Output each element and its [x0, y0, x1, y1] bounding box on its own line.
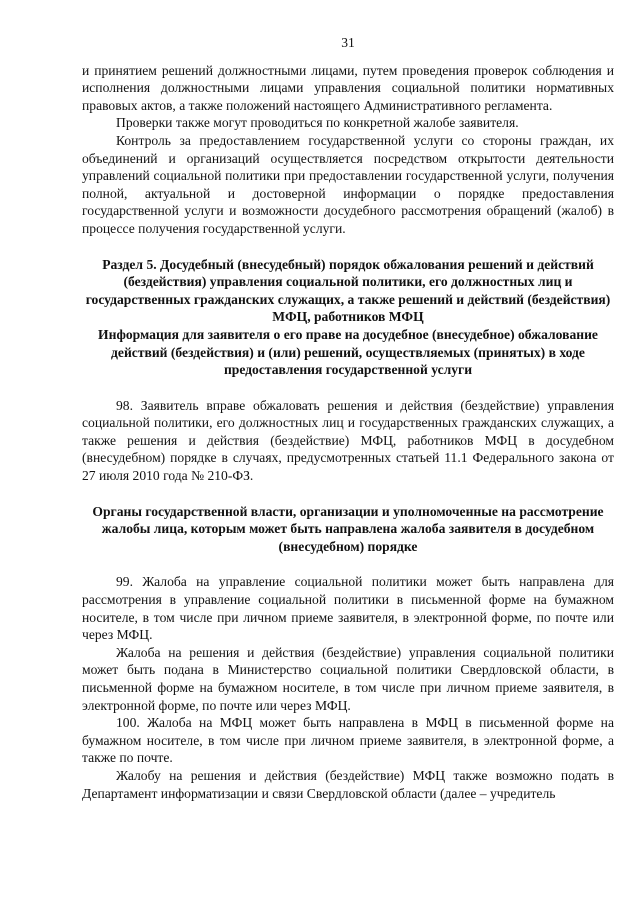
spacer — [82, 555, 614, 573]
document-page — [82, 34, 614, 802]
paragraph: 99. Жалоба на управление социальной политики может быть направлена для рассмотрения в управление социальной политики в письменной форме на бумажном носителе, в том числе при личном приеме заявителя, в электронной форме, по почте или через МФЦ. — [82, 574, 614, 643]
paragraph: 100. Жалоба на МФЦ может быть направлена в МФЦ в письменной форме на бумажном носителе, в том числе при личном приеме заявителя, в электронной форме, а также по почте. — [82, 715, 614, 766]
paragraph: Жалобу на решения и действия (бездействие) МФЦ также возможно подать в Департамент информатизации и связи Свердловской области (далее – учредитель — [82, 767, 614, 801]
section-heading: Информация для заявителя о его праве на досудебное (внесудебное) обжалование действий (бездействия) и (или) решений, осуществляемых (принятых) в ходе предоставления государственной услуги — [98, 326, 598, 378]
spacer — [82, 238, 614, 256]
spacer — [82, 379, 614, 397]
section-heading: Органы государственной власти, организации и уполномоченные на рассмотрение жалобы лица, которым может быть направлена жалоба заявителя в досудебном (внесудебном) порядке — [92, 503, 604, 554]
page-content — [82, 62, 614, 803]
section-heading: Раздел 5. Досудебный (внесудебный) порядок обжалования решений и действий (бездействия) управления социальной политики, его должностных лиц и государственных гражданских служащих, а также решений и действий (бездействия) МФЦ, работников МФЦ — [85, 256, 611, 325]
paragraph: Жалоба на решения и действия (бездействие) управления социальной политики может быть подана в Министерство социальной политики Свердловской области, в письменной форме на бумажном носителе, в том числе при личном приеме заявителя, в электронной форме, по почте или через МФЦ. — [82, 644, 614, 713]
paragraph: 98. Заявитель вправе обжаловать решения и действия (бездействие) управления социальной политики, его должностных лиц и государственных гражданских служащих, а также решения и действия (бездействие) МФЦ, работников МФЦ в досудебном (внесудебном) порядке в случаях, предусмотренных статьей 11.1 Федерального закона от 27 июля 2010 года № 210-ФЗ. — [82, 397, 614, 484]
spacer — [82, 485, 614, 503]
page-number: 31 — [341, 35, 355, 50]
paragraph: и принятием решений должностными лицами, путем проведения проверок соблюдения и исполнения должностными лицами управления социальной политики нормативных правовых актов, а также положений настоящего Административного регламента. — [82, 62, 614, 113]
paragraph: Контроль за предоставлением государственной услуги со стороны граждан, их объединений и организаций осуществляется посредством открытости деятельности управлений социальной политики при предоставлении государственной услуги, получения полной, актуальной и достоверной информации о порядке предоставления государственной услуги и возможности досудебного рассмотрения обращений (жалоб) в процессе получения государственной услуги. — [82, 132, 614, 236]
paragraph: Проверки также могут проводиться по конкретной жалобе заявителя. — [116, 115, 519, 131]
